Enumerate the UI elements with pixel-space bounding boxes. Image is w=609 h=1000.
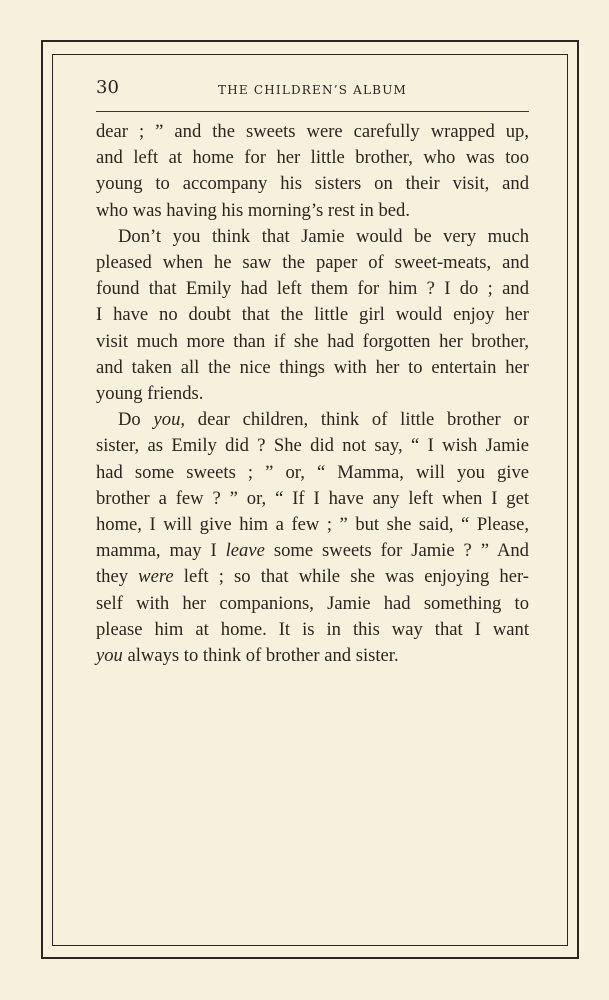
text-segment: sister, as Emily did ? She did not say, “ I wish Jamie [96, 435, 529, 457]
text-line [96, 224, 529, 250]
body-text [96, 119, 529, 669]
text-line [96, 538, 529, 564]
text-segment: and taken all the nice things with her to entertain her [96, 356, 529, 378]
text-line [96, 460, 529, 486]
text-line [96, 145, 529, 171]
text-line [96, 591, 529, 617]
text-segment: pleased when he saw the paper of sweet-meats, and [96, 252, 529, 274]
running-title: THE CHILDREN’S ALBUM [217, 83, 408, 97]
text-line [96, 329, 529, 355]
text-segment: young to accompany his sisters on their visit, and [96, 173, 529, 195]
text-line [96, 617, 529, 643]
italic-text: you, [153, 409, 186, 431]
text-segment: visit much more than if she had forgotten her brother, [96, 330, 529, 352]
text-segment: who was having his morning’s rest in bed. [96, 199, 410, 221]
text-line [96, 433, 529, 459]
text-line [96, 407, 529, 433]
text-line [96, 119, 529, 145]
text-line [96, 276, 529, 302]
text-segment: Don’t you think that Jamie would be very much [118, 225, 529, 247]
italic-text: you [96, 645, 123, 667]
text-segment: had some sweets ; ” or, “ Mamma, will you give [96, 461, 529, 483]
text-segment: found that Emily had left them for him ? I do ; and [96, 278, 529, 300]
text-segment: some sweets for Jamie ? ” And [264, 540, 529, 562]
text-line [96, 171, 529, 197]
text-segment: home, I will give him a few ; ” but she said, “ Please, [96, 514, 529, 536]
text-segment: dear ; ” and the sweets were carefully wrapped up, [96, 121, 529, 142]
italic-text: leave [225, 540, 265, 562]
text-segment: brother a few ? ” or, “ If I have any left when I get [96, 487, 529, 509]
text-segment: young friends. [96, 383, 204, 405]
text-segment: self with her companions, Jamie had something to [96, 592, 529, 614]
text-segment: I have no doubt that the little girl would enjoy her [96, 304, 529, 326]
text-line [96, 355, 529, 381]
text-line [96, 250, 529, 276]
italic-text: were [138, 566, 174, 588]
text-line [96, 564, 529, 590]
page-header [96, 78, 529, 102]
text-segment: mamma, may I [96, 540, 226, 562]
text-segment: and left at home for her little brother, who was too [96, 147, 529, 169]
text-segment: they [96, 566, 139, 588]
header-rule [96, 111, 529, 112]
text-line [96, 302, 529, 328]
text-line [96, 198, 529, 224]
page-number: 30 [96, 77, 119, 98]
text-segment: please him at home. It is in this way that I want [96, 618, 529, 640]
text-segment: left ; so that while she was enjoying her- [173, 566, 529, 588]
text-line [96, 512, 529, 538]
text-segment: always to think of brother and sister. [122, 645, 399, 667]
text-line [96, 643, 529, 669]
text-segment: dear children, think of little brother or [185, 409, 530, 431]
text-segment: Do [118, 409, 154, 431]
text-line [96, 486, 529, 512]
text-line [96, 381, 529, 407]
